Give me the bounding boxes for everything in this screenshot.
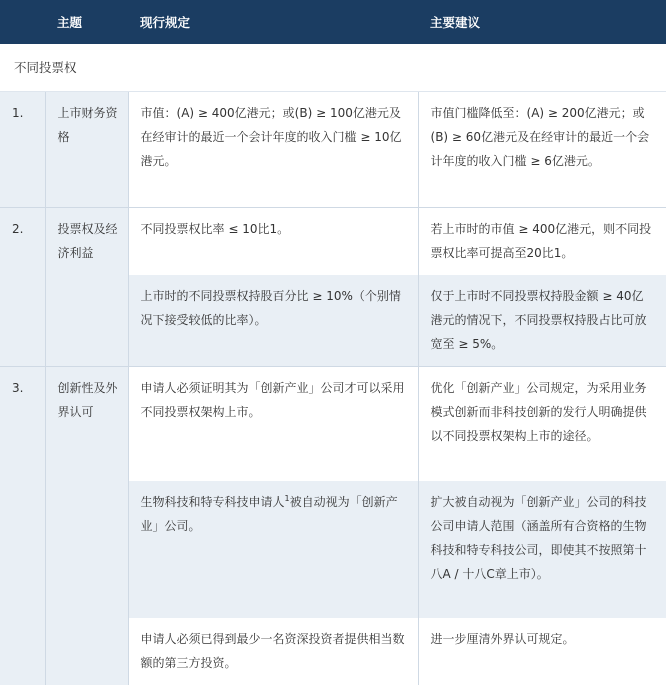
proposal-cell: 若上市时的市值 ≥ 400亿港元，则不同投票权比率可提高至20比1。 (418, 208, 666, 276)
row-topic: 投票权及经济利益 (45, 208, 128, 367)
table-header-row (0, 0, 666, 44)
table-row (0, 92, 666, 208)
row-topic: 创新性及外界认可 (45, 367, 128, 685)
proposal-cell: 扩大被自动视为「创新产业」公司的科技公司申请人范围（涵盖所有合资格的生物科技和特专科技公司，即使其不按照第十八A / 十八C章上市）。 (418, 481, 666, 618)
table-row (0, 367, 666, 482)
section-title: 不同投票权 (0, 44, 666, 92)
current-rule-cell: 上市时的不同投票权持股百分比 ≥ 10%（个别情况下接受较低的比率）。 (128, 275, 418, 367)
proposal-cell: 进一步厘清外界认可规定。 (418, 618, 666, 685)
row-number: 1. (0, 92, 45, 208)
proposal-cell: 仅于上市时不同投票权持股金额 ≥ 40亿港元的情况下，不同投票权持股占比可放宽至 ≥ 5%。 (418, 275, 666, 367)
proposal-cell: 市值门槛降低至：(A) ≥ 200亿港元；或(B) ≥ 60亿港元及在经审计的最近一个会计年度的收入门槛 ≥ 6亿港元。 (418, 92, 666, 208)
header-current-rules: 现行规定 (128, 0, 418, 44)
header-proposal: 主要建议 (418, 0, 666, 44)
footnote-marker: 1 (285, 494, 290, 503)
current-rule-cell: 申请人必须证明其为「创新产业」公司才可以采用不同投票权架构上市。 (128, 367, 418, 482)
current-rule-cell: 不同投票权比率 ≤ 10比1。 (128, 208, 418, 276)
current-rule-cell: 市值：(A) ≥ 400亿港元；或(B) ≥ 100亿港元及在经审计的最近一个会计年度的收入门槛 ≥ 10亿港元。 (128, 92, 418, 208)
header-topic: 主题 (0, 0, 128, 44)
row-number: 2. (0, 208, 45, 367)
section-row (0, 44, 666, 92)
table-row (0, 208, 666, 276)
current-rule-text: 生物科技和特专科技申请人 (141, 495, 285, 509)
current-rule-cell: 申请人必须已得到最少一名资深投资者提供相当数额的第三方投资。 (128, 618, 418, 685)
row-topic: 上市财务资格 (45, 92, 128, 208)
row-number: 3. (0, 367, 45, 685)
current-rule-text: 被自动视为「创新产业」公司。 (141, 495, 398, 533)
current-rule-cell (128, 481, 418, 618)
proposal-cell: 优化「创新产业」公司规定，为采用业务模式创新而非科技创新的发行人明确提供以不同投票权架构上市的途径。 (418, 367, 666, 482)
